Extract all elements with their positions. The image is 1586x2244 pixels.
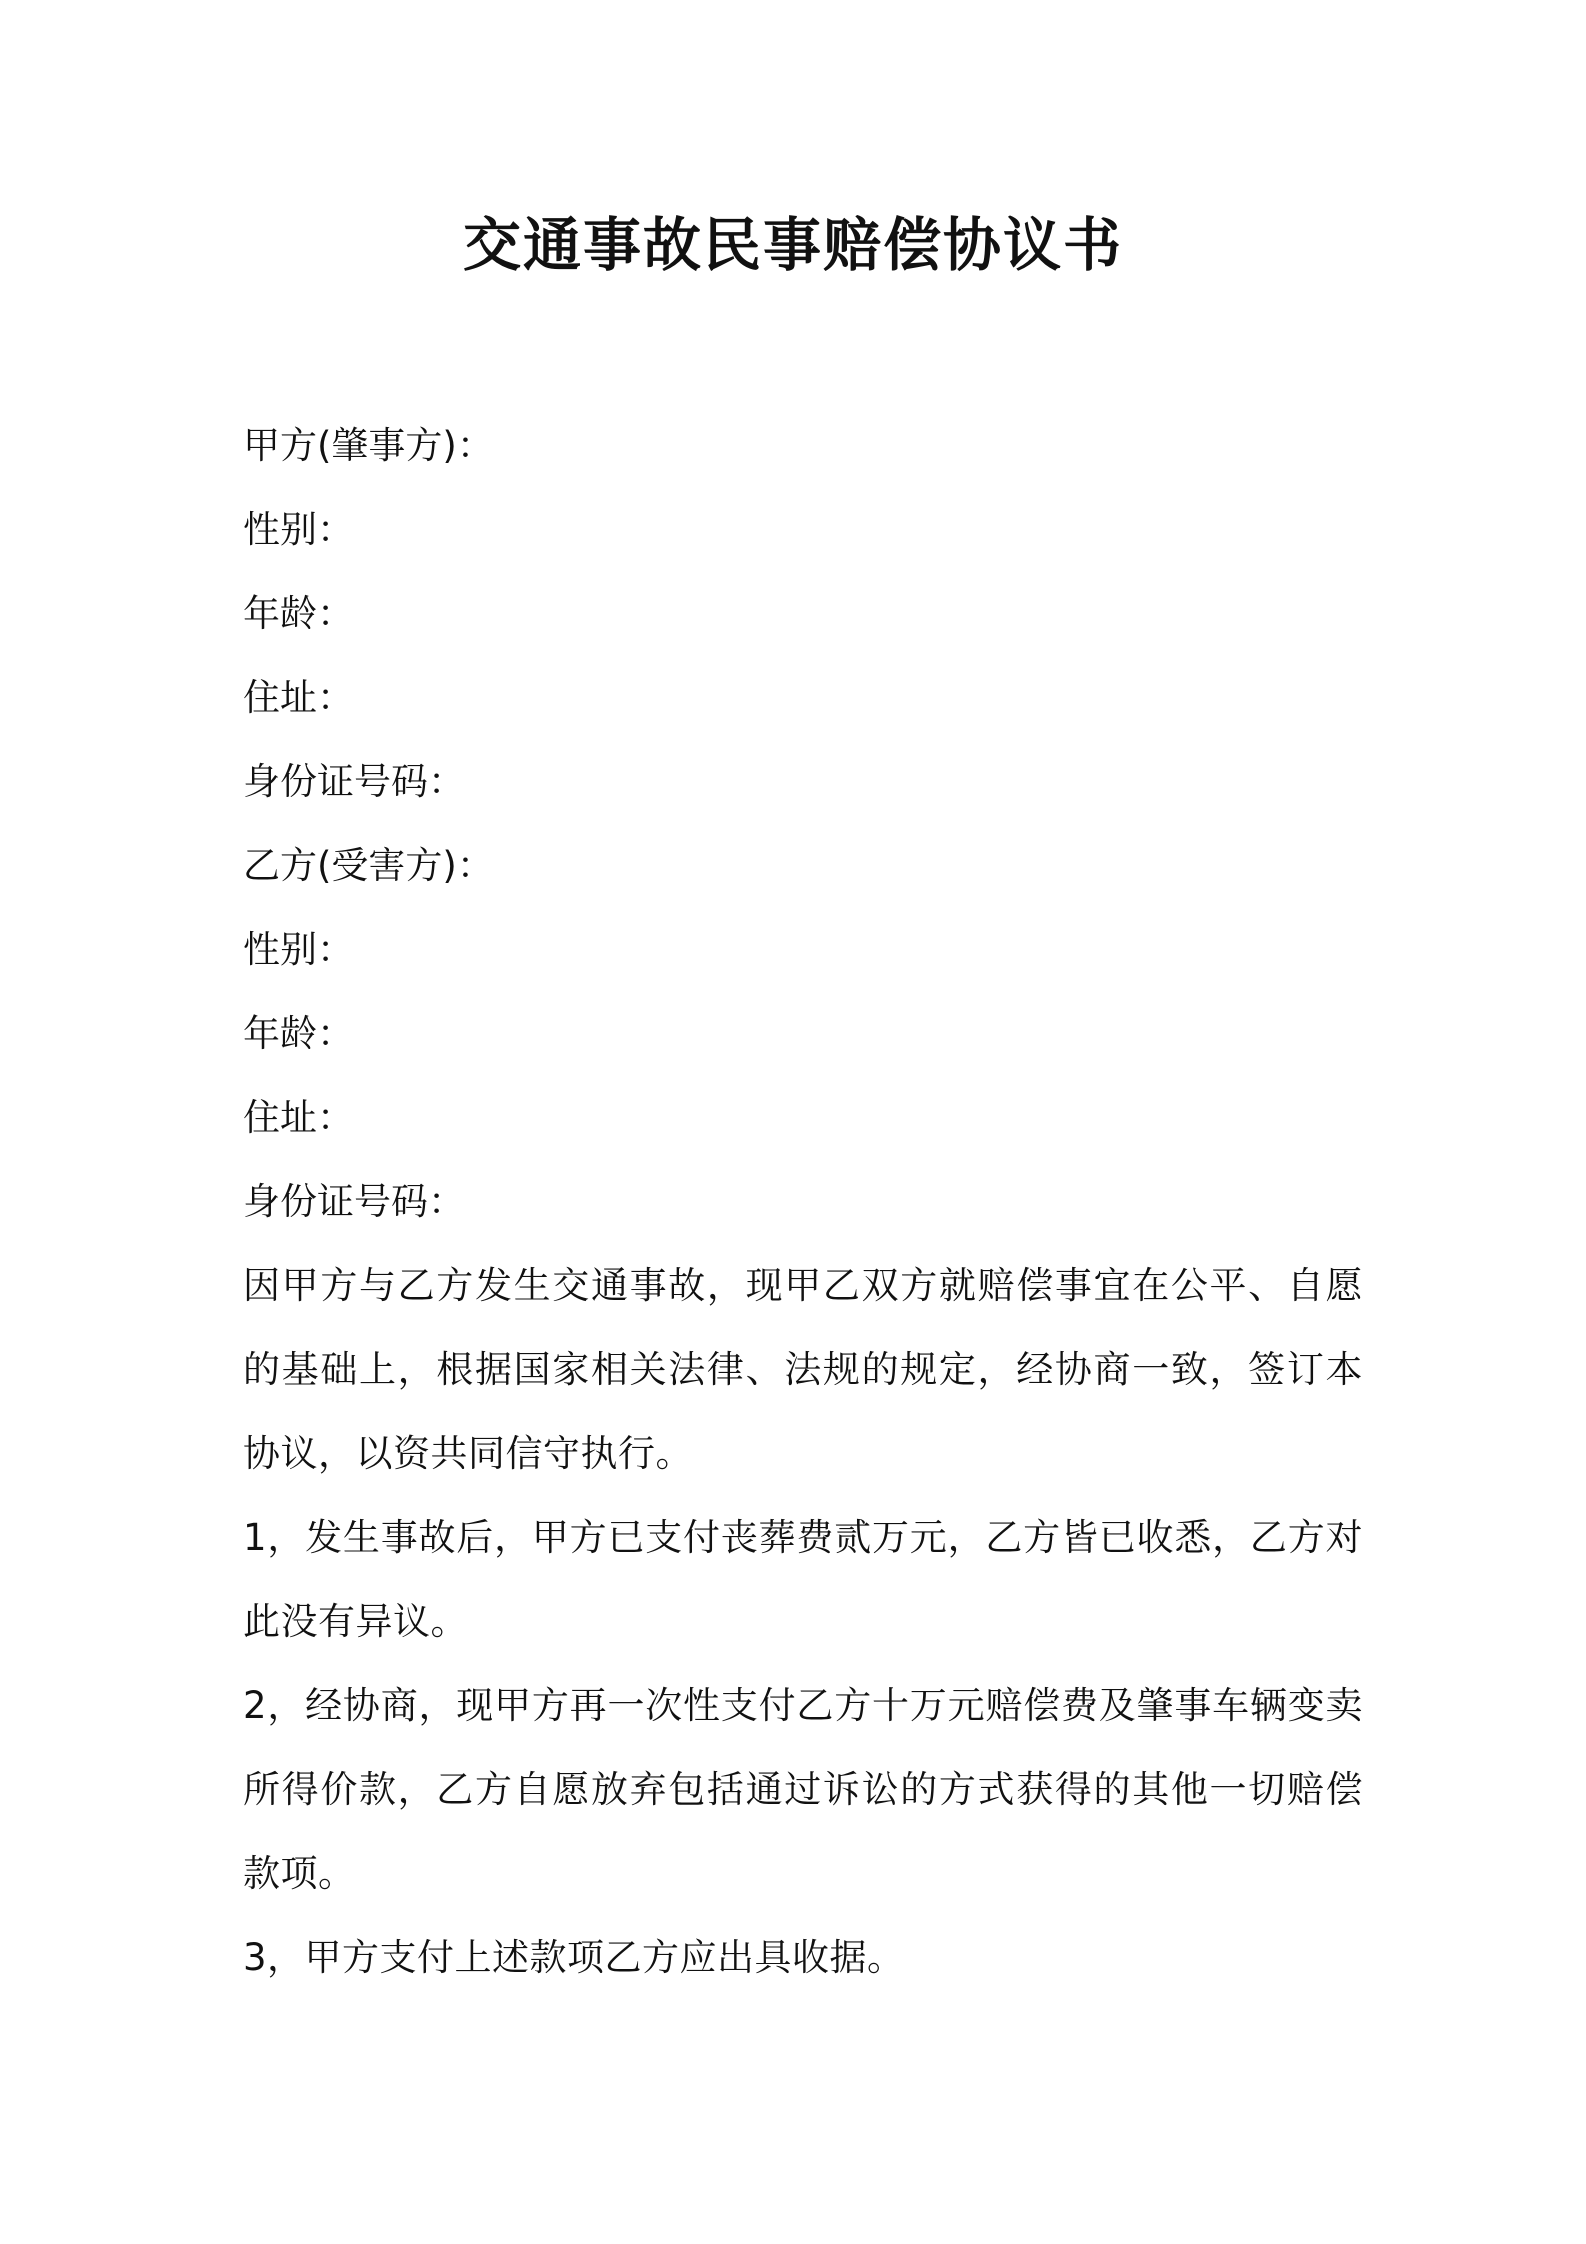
party-b-age-label: 年龄：: [243, 1012, 354, 1055]
document-body: [243, 404, 1363, 2000]
party-a-heading: 甲方(肇事方)：: [243, 424, 494, 467]
preamble-paragraph: 因甲方与乙方发生交通事故，现甲乙双方就赔偿事宜在公平、自愿的基础上，根据国家相关法律、法规的规定，经协商一致，签订本协议，以资共同信守执行。: [243, 1264, 1363, 1475]
party-b-address-label: 住址：: [243, 1096, 354, 1139]
party-a-gender-label: 性别：: [243, 508, 354, 551]
party-a-id-label: 身份证号码：: [243, 760, 465, 803]
clause-1: 1，发生事故后，甲方已支付丧葬费贰万元，乙方皆已收悉，乙方对此没有异议。: [243, 1516, 1363, 1643]
party-a-age-label: 年龄：: [243, 592, 354, 635]
party-a-address-label: 住址：: [243, 676, 354, 719]
document-title: 交通事故民事赔偿协议书: [462, 211, 1123, 279]
clause-2: 2，经协商，现甲方再一次性支付乙方十万元赔偿费及肇事车辆变卖所得价款，乙方自愿放弃包括通过诉讼的方式获得的其他一切赔偿款项。: [243, 1684, 1363, 1895]
party-b-id-label: 身份证号码：: [243, 1180, 465, 1223]
party-b-heading: 乙方(受害方)：: [243, 844, 494, 887]
clause-3: 3，甲方支付上述款项乙方应出具收据。: [243, 1936, 905, 1979]
party-b-gender-label: 性别：: [243, 928, 354, 971]
